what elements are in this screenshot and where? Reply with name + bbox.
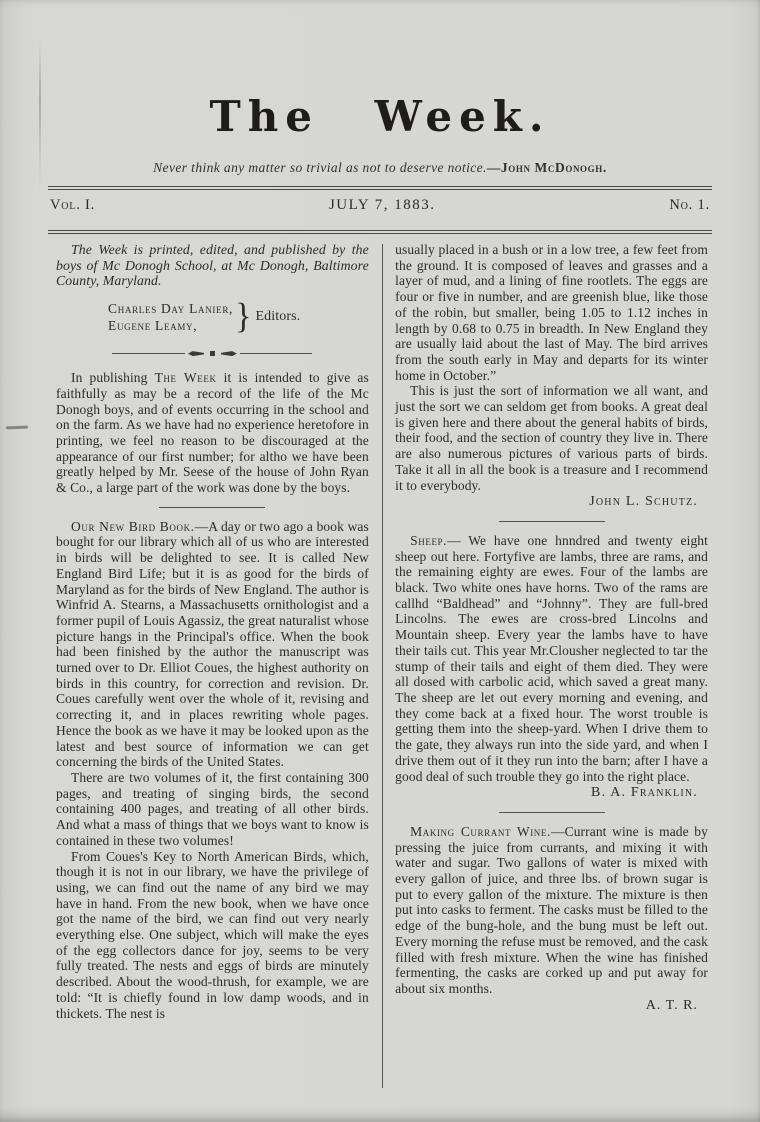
imprint-paragraph: The Week is printed, edited, and published by the boys of Mc Donogh School, at Mc Donogh, Baltimore County, Maryland.: [56, 242, 369, 289]
editors-block: [108, 297, 369, 337]
editor-names: [108, 300, 233, 334]
motto-attribution: —John McDonogh.: [486, 160, 607, 175]
article-sheep: [395, 533, 708, 801]
editor-name-leamy: Eugene Leamy,: [108, 318, 198, 334]
signature-franklin: B. A. Franklin.: [591, 785, 699, 801]
divider-diamond-icon: [188, 351, 204, 356]
sheep-paragraph: Sheep.— We have one hnndred and twenty eight sheep out here. Fortyfive are lambs, three are rams, and the remaining eighty are ewes. Four of the lambs are black. Two white ones have horns. Two of the rams are callhd “Baldhead” and “Johnny”. They are full-bred Lincolns. The ewes are cross-bred Lincolns and Mountain sheep. Every year the lambs have to have their tails cut. This year Mr.Clousher neglected to tar the stump of their tails and eight of them died. They were all dosed with carbolic acid, which saved a great many. The sheep are let out every morning and evening, and they come back at a fixed hour. The worst trouble is getting them into the sheep-yard. When I drive them to the gate, they always run into the side yard, and when I drive them out of it they run into the barn; after I have a good deal of such trouble they go into the right place.: [395, 532, 709, 784]
section-divider: [159, 507, 265, 508]
article-bird-book: [56, 519, 369, 1022]
editor-name-lanier: Charles Day Lanier,: [108, 301, 234, 317]
columns: [0, 234, 760, 1102]
bird-book-paragraph-2: There are two volumes of it, the first containing 300 pages, and treating of singing birds, the second containing 400 pages, and treating of all other birds. And what a mass of things that we boys want to know is contained in these two volumes!: [56, 769, 369, 848]
bird-book-closing: This is just the sort of information we all want, and just the sort we can seldom get from books. A great deal is given here and there about the general habits of birds, their food, and the section of country they live in. There are also numerous pictures of various parts of birds. Take it all in all the book is a treasure and I recommend it to everybody.: [395, 383, 709, 493]
issue-row: [48, 190, 712, 220]
ornamental-divider: [112, 351, 312, 356]
motto: [0, 160, 760, 176]
masthead: [0, 0, 760, 234]
divider-diamond-icon: [221, 351, 237, 356]
issue-number: No. 1.: [669, 197, 710, 213]
intro-paragraph: In publishing The Week it is intended to give as faithfully as may be a record of the life of the Mc Donogh boys, and of events occurring in the school and on the farm. As we have had no experience heretofore in printing, we feel no reason to be discouraged at the appearance of our first number; for altho we have been greatly helped by Mr. Seese of the house of John Ryan & Co., a large part of the work was done by the boys.: [56, 370, 369, 496]
bird-book-continuation: usually placed in a bush or in a low tree, a few feet from the ground. It is composed of leaves and grasses and a layer of mud, and a lining of fine rootlets. The eggs are four or five in number, and are greenish blue, like those of the robin, but smaller, being 1.05 to 1.12 inches in length by 0.68 to 0.75 in breadth. In New England they are usually laid about the last of May. The bird arrives from the south early in May and departs for its winter home in October.”: [395, 242, 709, 383]
divider-square-icon: [210, 351, 215, 356]
left-column: [56, 242, 369, 1102]
article-lead: Making Currant Wine.: [410, 823, 551, 839]
signature-schutz: John L. Schutz.: [589, 494, 699, 510]
section-divider: [499, 812, 605, 813]
editors-brace: }: [235, 297, 252, 337]
bird-book-paragraph-3: From Coues's Key to North American Birds, which, though it is not in our library, we have the privilege of using, we can find out the name of any bird we may have in hand. From the new book, when we have once got the name of the bird, we can find out very nearly everything else. One subject, which will make the eyes of the egg collectors dance for joy, seems to be very fully treated. The nests and eggs of birds are minutely described. About the wood-thrush, for example, we are told: “It is chiefly found in low damp woods, and in thickets. The nest is: [56, 848, 369, 1021]
motto-text: Never think any matter so trivial as not to deserve notice.: [153, 160, 487, 175]
column-rule: [382, 244, 383, 1088]
right-column: [395, 242, 708, 1102]
currant-wine-paragraph: Making Currant Wine.—Currant wine is made by pressing the juice from currants, and mixing it with water and sugar. Two gallons of water is mixed with every gallon of juice, and three lbs. of brown sugar is put to every gallon of the mixture. The mixture is then put into casks to ferment. The casks must be filled to the edge of the bung-hole, and the bung must be left out. Every morning the refuse must be removed, and the cask filled with fresh mixture. When the wine has finished fermenting, the casks are corked up and put away for about six months.: [395, 823, 709, 996]
issue-date: JULY 7, 1883.: [328, 197, 436, 213]
volume-label: Vol. I.: [50, 197, 96, 213]
bird-book-paragraph-1: Our New Bird Book.—A day or two ago a book was bought for our library which all of us who are interested in birds will be delighted to see. It is called New England Bird Life; but it is as good for the birds of Maryland as for the birds of New England. The author is Winfrid A. Stearns, a Massachusetts ornithologist and a former pupil of Louis Agassiz, the great naturalist whose picture hangs in the Principal's office. When the book had been finished by the author the manuscript was turned over to Dr. Elliot Coues, the highest authority on birds in this country, for correction and revision. Dr. Coues carefully went over the whole of it, revising and correcting it, and in places rewriting whole pages. Hence the book as we have it may be looked upon as the latest and best source of information we can get concerning the birds of the United States.: [56, 518, 369, 770]
paper-crease: [39, 40, 41, 190]
editors-label: Editors.: [255, 309, 301, 325]
article-lead: Our New Bird Book.: [71, 518, 195, 534]
article-currant-wine: [395, 824, 708, 1013]
page-title: The Week.: [209, 92, 551, 141]
article-lead: Sheep.: [410, 532, 448, 548]
section-divider: [499, 521, 605, 522]
signature-atr: A. T. R.: [645, 997, 699, 1013]
inline-title: The Week: [154, 370, 217, 386]
